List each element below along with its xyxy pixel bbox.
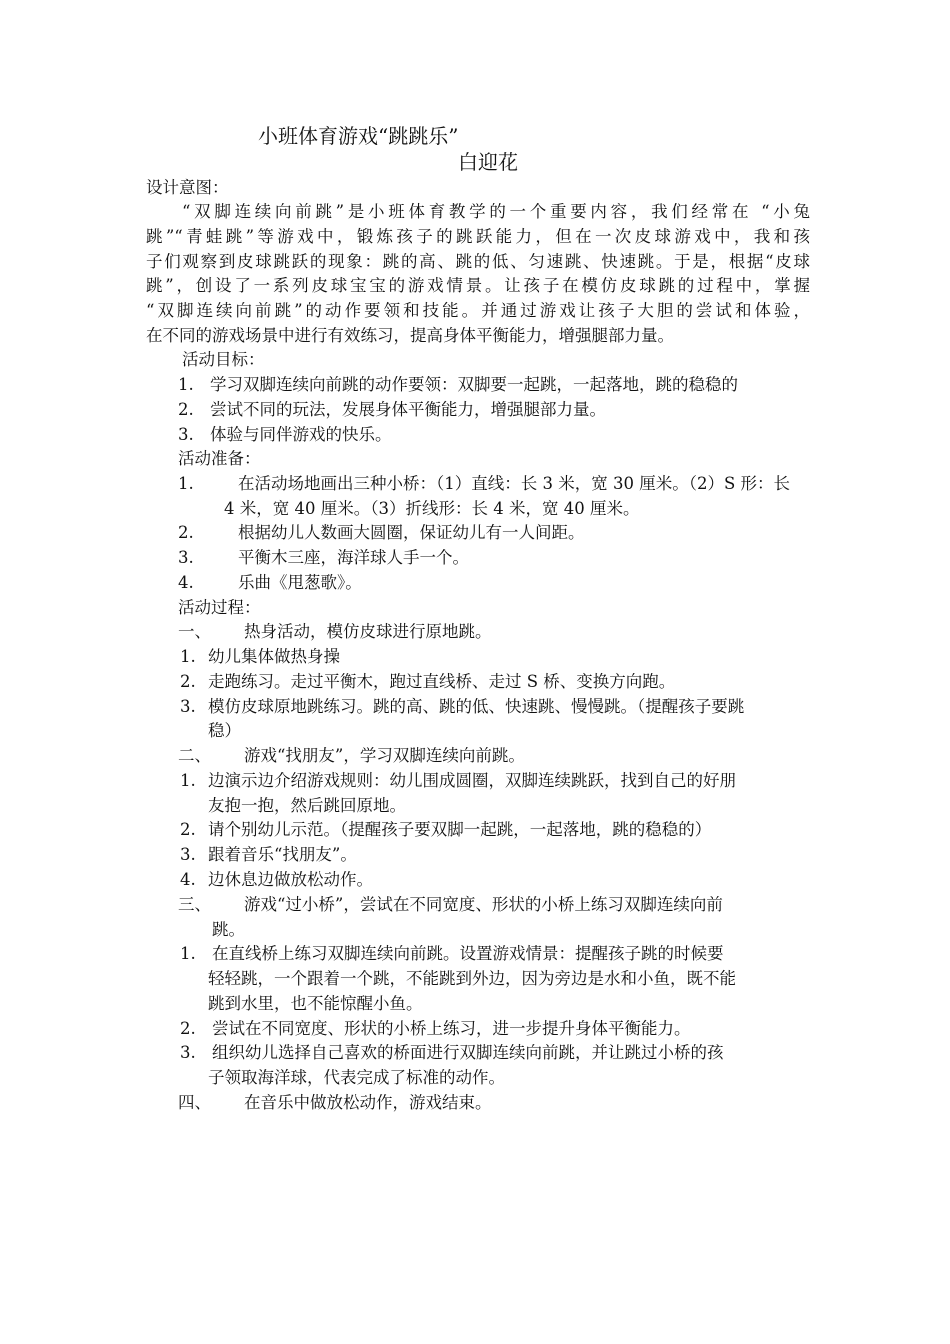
prep-text: 平衡木三座，海洋球人手一个。 — [238, 548, 469, 567]
step-text: 尝试在不同宽度、形状的小桥上练习，进一步提升身体平衡能力。 — [212, 1019, 691, 1038]
section-number: 二、 — [178, 746, 211, 765]
section-number: 一、 — [178, 622, 211, 641]
goals-heading: 活动目标： — [182, 350, 265, 369]
step-text: 跟着音乐“找朋友”。 — [208, 845, 357, 864]
step-text-continued: 轻轻跳，一个跟着一个跳，不能跳到外边，因为旁边是水和小鱼，既不能 — [208, 969, 736, 988]
step-number: 4. — [180, 870, 196, 889]
prep-text: 乐曲《甩葱歌》。 — [238, 573, 362, 592]
section-title: 游戏“过小桥”，尝试在不同宽度、形状的小桥上练习双脚连续向前 — [244, 895, 723, 914]
step-text-continued: 友抱一抱，然后跳回原地。 — [208, 796, 406, 815]
step-text: 边演示边介绍游戏规则：幼儿围成圆圈，双脚连续跳跃，找到自己的好朋 — [208, 771, 736, 790]
step-text: 幼儿集体做热身操 — [208, 647, 340, 666]
prep-text-continued: 4 米，宽 40 厘米。（3）折线形：长 4 米，宽 40 厘米。 — [224, 499, 640, 518]
design-heading: 设计意图： — [146, 178, 229, 197]
step-text-continued: 子领取海洋球，代表完成了标准的动作。 — [208, 1068, 505, 1087]
design-paragraph-line: 跳”“青蛙跳”等游戏中，锻炼孩子的跳跃能力，但在一次皮球游戏中，我和孩 — [146, 227, 810, 246]
section-title-continued: 跳。 — [212, 920, 245, 939]
step-text: 模仿皮球原地跳练习。跳的高、跳的低、快速跳、慢慢跳。（提醒孩子要跳 — [208, 697, 745, 716]
process-heading: 活动过程： — [178, 598, 261, 617]
prep-text: 根据幼儿人数画大圆圈，保证幼儿有一人间距。 — [238, 523, 585, 542]
step-number: 3. — [180, 845, 196, 864]
prep-number: 4. — [178, 573, 194, 592]
step-number: 2. — [180, 672, 196, 691]
goal-text: 体验与同伴游戏的快乐。 — [210, 425, 392, 444]
step-number: 2. — [180, 1019, 196, 1038]
step-text: 在直线桥上练习双脚连续向前跳。设置游戏情景：提醒孩子跳的时候要 — [212, 944, 724, 963]
step-number: 1. — [180, 771, 196, 790]
step-number: 2. — [180, 820, 196, 839]
goal-number: 2. — [178, 400, 194, 419]
document-title: 小班体育游戏“跳跳乐” — [258, 124, 459, 148]
prep-number: 1. — [178, 474, 194, 493]
section-number: 四、 — [178, 1093, 211, 1112]
author-name: 白迎花 — [458, 150, 518, 174]
step-text-continued: 跳到水里，也不能惊醒小鱼。 — [208, 994, 423, 1013]
step-number: 1. — [180, 944, 196, 963]
prep-number: 2. — [178, 523, 194, 542]
step-text: 组织幼儿选择自己喜欢的桥面进行双脚连续向前跳，并让跳过小桥的孩 — [212, 1043, 724, 1062]
section-title: 热身活动，模仿皮球进行原地跳。 — [244, 622, 492, 641]
step-number: 3. — [180, 697, 196, 716]
goal-text: 学习双脚连续向前跳的动作要领：双脚要一起跳，一起落地，跳的稳稳的 — [210, 375, 738, 394]
section-title: 游戏“找朋友”，学习双脚连续向前跳。 — [244, 746, 525, 765]
design-paragraph-line: “双脚连续向前跳”是小班体育教学的一个重要内容，我们经常在 “小兔 — [182, 202, 810, 221]
step-text: 请个别幼儿示范。（提醒孩子要双脚一起跳，一起落地，跳的稳稳的） — [208, 820, 712, 839]
step-text: 边休息边做放松动作。 — [208, 870, 373, 889]
design-paragraph-line: “双脚连续向前跳”的动作要领和技能。并通过游戏让孩子大胆的尝试和体验， — [146, 301, 810, 320]
section-number: 三、 — [178, 895, 211, 914]
design-paragraph-line: 子们观察到皮球跳跃的现象：跳的高、跳的低、匀速跳、快速跳。于是，根据“皮球 — [146, 252, 810, 271]
step-number: 1. — [180, 647, 196, 666]
section-title: 在音乐中做放松动作，游戏结束。 — [244, 1093, 492, 1112]
design-paragraph-line: 跳”，创设了一系列皮球宝宝的游戏情景。让孩子在模仿皮球跳的过程中，掌握 — [146, 276, 810, 295]
step-number: 3. — [180, 1043, 196, 1062]
design-paragraph-line: 在不同的游戏场景中进行有效练习，提高身体平衡能力，增强腿部力量。 — [146, 326, 674, 345]
step-text-continued: 稳） — [208, 721, 241, 740]
goal-number: 3. — [178, 425, 194, 444]
step-text: 走跑练习。走过平衡木，跑过直线桥、走过 S 桥、变换方向跑。 — [208, 672, 676, 691]
prep-text: 在活动场地画出三种小桥：（1）直线：长 3 米，宽 30 厘米。（2）S 形：长 — [238, 474, 791, 493]
goal-text: 尝试不同的玩法，发展身体平衡能力，增强腿部力量。 — [210, 400, 606, 419]
goal-number: 1. — [178, 375, 194, 394]
prep-number: 3. — [178, 548, 194, 567]
prep-heading: 活动准备： — [178, 449, 261, 468]
